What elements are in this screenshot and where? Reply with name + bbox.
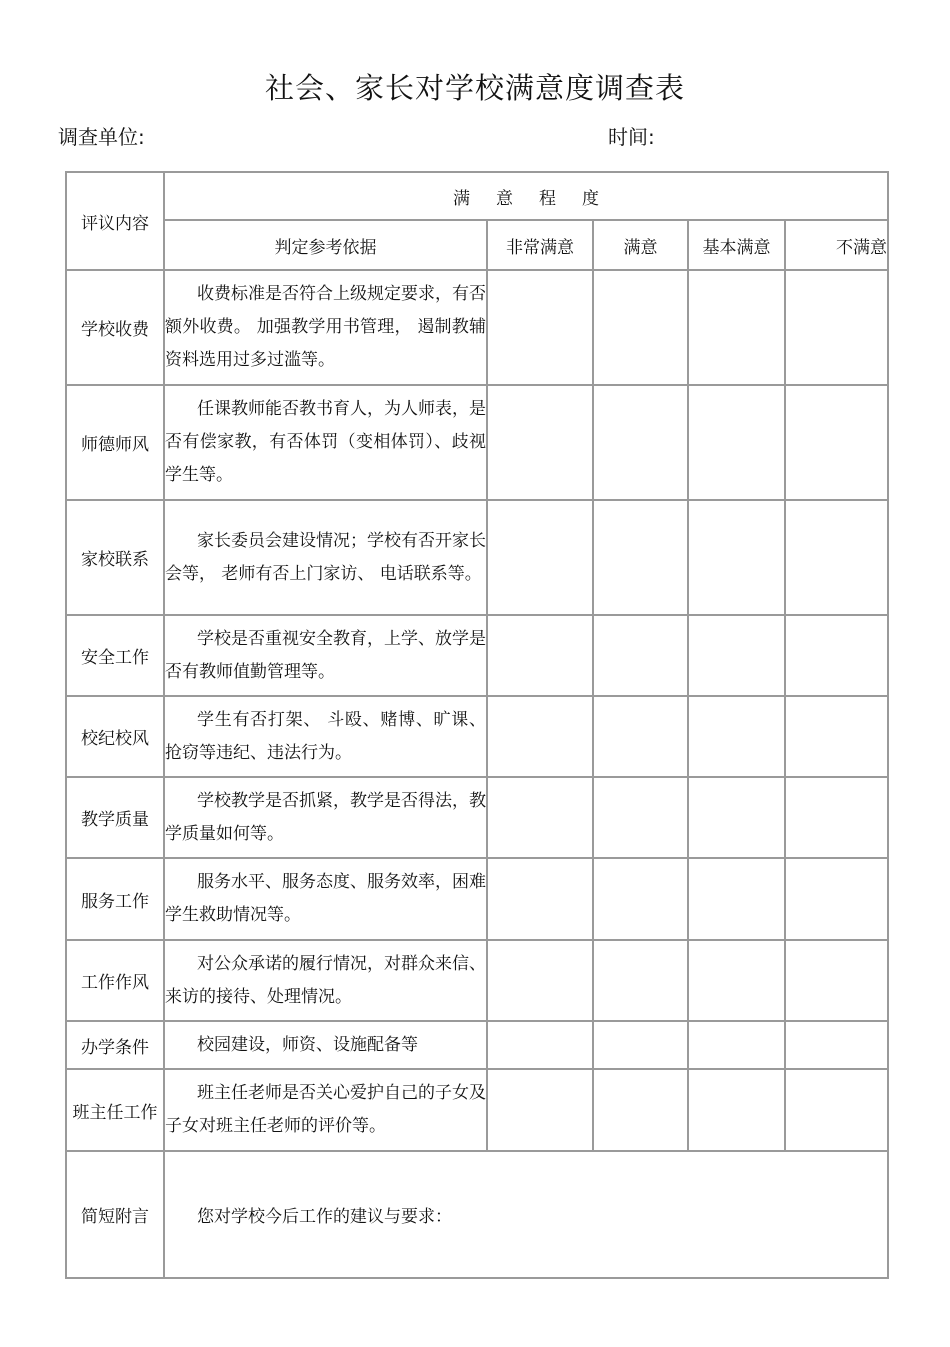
rating-cell-satisfied[interactable] (593, 270, 688, 385)
rating-cell-unsatisfied[interactable] (785, 500, 888, 615)
rating-cell-very-satisfied[interactable] (487, 615, 593, 696)
rating-cell-very-satisfied[interactable] (487, 270, 593, 385)
row-item-label: 学校收费 (66, 270, 164, 385)
page-title: 社会、家长对学校满意度调查表 (264, 71, 685, 105)
rating-cell-very-satisfied[interactable] (487, 777, 593, 858)
row-item-label: 办学条件 (66, 1021, 164, 1069)
rating-cell-basically-satisfied[interactable] (688, 940, 785, 1021)
rating-cell-unsatisfied[interactable] (785, 940, 888, 1021)
rating-cell-unsatisfied[interactable] (785, 777, 888, 858)
rating-header-very-satisfied: 非常满意 (487, 220, 593, 270)
rating-cell-satisfied[interactable] (593, 385, 688, 500)
rating-cell-unsatisfied[interactable] (785, 696, 888, 777)
rating-cell-basically-satisfied[interactable] (688, 696, 785, 777)
row-basis-text: 任课教师能否教书育人，为人师表，是否有偿家教，有否体罚（变相体罚）、歧视学生等。 (164, 385, 487, 500)
table-row (66, 385, 888, 500)
survey-unit-label: 调查单位: (58, 125, 145, 149)
rating-cell-basically-satisfied[interactable] (688, 500, 785, 615)
rating-header-unsatisfied: 不满意 (785, 220, 888, 270)
table-row (66, 1069, 888, 1151)
rating-cell-unsatisfied[interactable] (785, 1069, 888, 1151)
row-item-label: 服务工作 (66, 858, 164, 940)
row-basis-text: 学校教学是否抓紧，教学是否得法，教学质量如何等。 (164, 777, 487, 858)
note-row (66, 1151, 888, 1278)
row-basis-text: 学校是否重视安全教育，上学、放学是否有教师值勤管理等。 (164, 615, 487, 696)
row-item-label: 工作作风 (66, 940, 164, 1021)
table-row (66, 696, 888, 777)
rating-cell-satisfied[interactable] (593, 1021, 688, 1069)
rating-cell-satisfied[interactable] (593, 615, 688, 696)
rating-cell-basically-satisfied[interactable] (688, 777, 785, 858)
rating-header-satisfied: 满意 (593, 220, 688, 270)
rating-header-basically-satisfied: 基本满意 (688, 220, 785, 270)
row-item-label: 校纪校风 (66, 696, 164, 777)
table-row (66, 270, 888, 385)
rating-cell-basically-satisfied[interactable] (688, 270, 785, 385)
rating-cell-satisfied[interactable] (593, 940, 688, 1021)
rating-cell-very-satisfied[interactable] (487, 1021, 593, 1069)
row-basis-text: 收费标准是否符合上级规定要求，有否额外收费。 加强教学用书管理， 遏制教辅资料选用过多过滥等。 (164, 270, 487, 385)
rating-cell-very-satisfied[interactable] (487, 500, 593, 615)
row-basis-text: 服务水平、服务态度、服务效率，困难学生救助情况等。 (164, 858, 487, 940)
table-row (66, 1021, 888, 1069)
rating-cell-unsatisfied[interactable] (785, 858, 888, 940)
rating-cell-basically-satisfied[interactable] (688, 1069, 785, 1151)
rating-cell-very-satisfied[interactable] (487, 385, 593, 500)
note-prompt: 您对学校今后工作的建议与要求： (197, 1207, 452, 1227)
rating-cell-basically-satisfied[interactable] (688, 385, 785, 500)
rating-cell-basically-satisfied[interactable] (688, 615, 785, 696)
row-basis-text: 学生有否打架、 斗殴、赌博、旷课、抢窃等违纪、违法行为。 (164, 696, 487, 777)
rating-cell-very-satisfied[interactable] (487, 1069, 593, 1151)
rating-cell-basically-satisfied[interactable] (688, 858, 785, 940)
rating-cell-satisfied[interactable] (593, 696, 688, 777)
row-item-label: 班主任工作 (66, 1069, 164, 1151)
rating-cell-satisfied[interactable] (593, 500, 688, 615)
row-item-label: 安全工作 (66, 615, 164, 696)
rating-cell-unsatisfied[interactable] (785, 615, 888, 696)
rating-cell-basically-satisfied[interactable] (688, 1021, 785, 1069)
rating-cell-unsatisfied[interactable] (785, 270, 888, 385)
table-row (66, 777, 888, 858)
rating-cell-very-satisfied[interactable] (487, 940, 593, 1021)
rating-cell-unsatisfied[interactable] (785, 1021, 888, 1069)
rating-cell-very-satisfied[interactable] (487, 696, 593, 777)
row-basis-text: 班主任老师是否关心爱护自己的子女及子女对班主任老师的评价等。 (164, 1069, 487, 1151)
rating-cell-unsatisfied[interactable] (785, 385, 888, 500)
table-row (66, 858, 888, 940)
row-item-label: 教学质量 (66, 777, 164, 858)
table-row (66, 500, 888, 615)
col-basis-header: 判定参考依据 (164, 220, 487, 270)
row-basis-text: 家长委员会建设情况；学校有否开家长会等， 老师有否上门家访、 电话联系等。 (164, 500, 487, 615)
rating-cell-satisfied[interactable] (593, 777, 688, 858)
row-basis-text: 校园建设，师资、设施配备等 (164, 1021, 487, 1069)
row-item-label: 家校联系 (66, 500, 164, 615)
survey-table (65, 171, 889, 1279)
table-row (66, 615, 888, 696)
table-row (66, 940, 888, 1021)
rating-cell-satisfied[interactable] (593, 1069, 688, 1151)
rating-cell-satisfied[interactable] (593, 858, 688, 940)
header-row-1 (66, 172, 888, 220)
rating-cell-very-satisfied[interactable] (487, 858, 593, 940)
row-item-label: 师德师风 (66, 385, 164, 500)
col-item-header: 评议内容 (66, 172, 164, 270)
row-basis-text: 对公众承诺的履行情况，对群众来信、来访的接待、处理情况。 (164, 940, 487, 1021)
note-item-label: 简短附言 (66, 1151, 164, 1278)
satisfaction-level-header: 满意程度 (164, 172, 888, 220)
note-input-area[interactable] (164, 1151, 888, 1278)
survey-time-label: 时间: (608, 125, 655, 149)
header-row-2 (66, 220, 888, 270)
